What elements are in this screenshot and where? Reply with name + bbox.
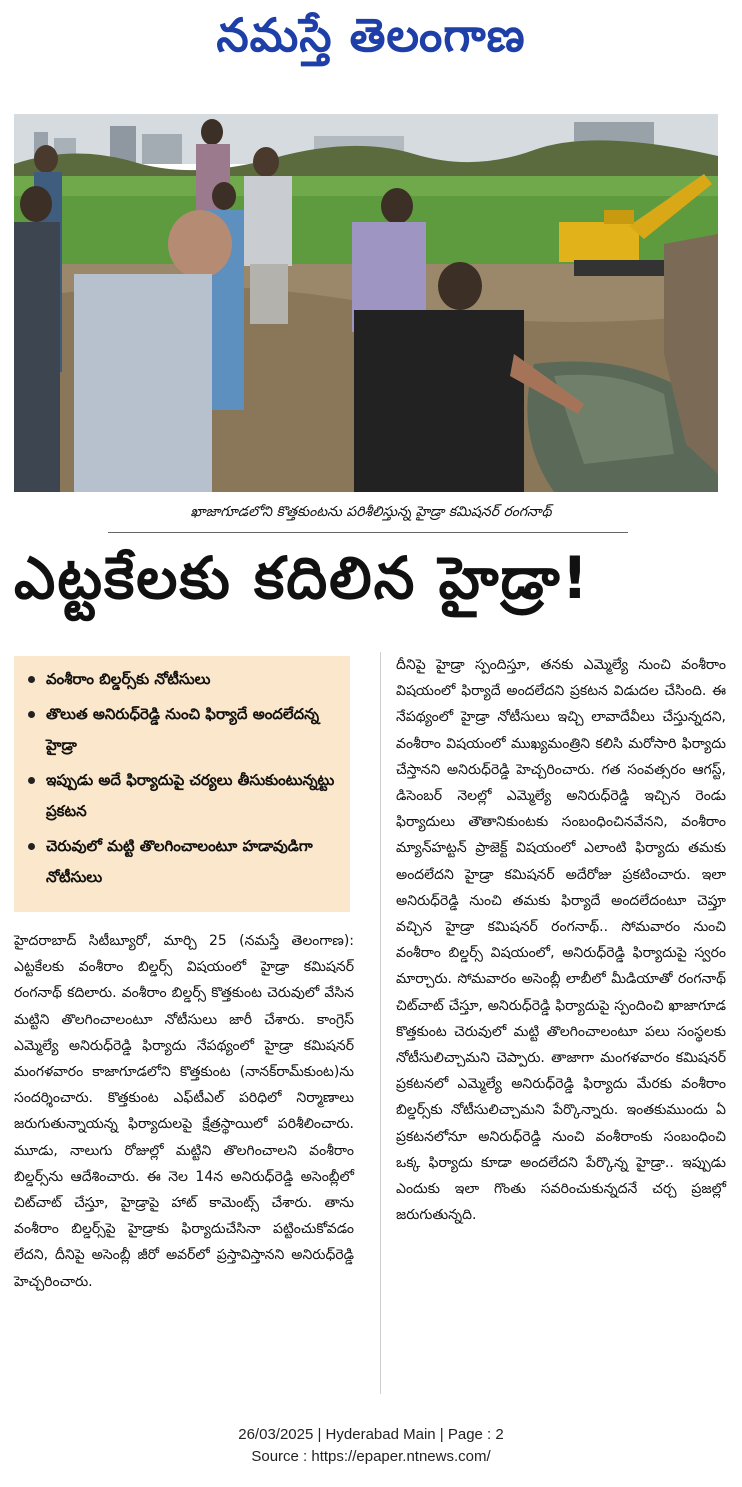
- bullet-icon: [28, 711, 35, 718]
- highlight-item: [28, 831, 340, 893]
- highlight-text: చెరువులో మట్టి తొలగించాలంటూ హడావుడిగా నోటీసులు: [46, 837, 313, 886]
- body-paragraph: హైదరాబాద్ సిటీబ్యూరో, మార్చి 25 (నమస్తే తెలంగాణ): ఎట్టకేలకు వంశీరాం బిల్డర్స్ విషయంలో హైడ్రా కమిషనర్ రంగనాథ్ కదిలారు. వంశీరాం బిల్డర్స్ కొత్తకుంట చెరువులో వేసిన మట్టిని తొలగించాలంటూ నోటీసులు జారీ చేశారు. కాంగ్రెస్ ఎమ్మెల్యే అనిరుధ్‌రెడ్డి ఫిర్యాదు నేపథ్యంలో హైడ్రా కమిషనర్ మంగళవారం కాజాగూడలోని కొత్తకుంట (నానక్‌రామ్‌కుంట)ను సందర్శించారు. కొత్తకుంట ఎఫ్‌టీఎల్ పరిధిలో నిర్మాణాలు జరుగుతున్నాయన్న ఫిర్యాదులపై క్షేత్రస్థాయిలో పరిశీలించారు. మూడు, నాలుగు రోజుల్లో మట్టిని తొలగించాలని వంశీరాం బిల్డర్స్‌ను ఆదేశించారు. ఈ నెల 14న అనిరుధ్‌రెడ్డి అసెంబ్లీలో చిట్‌చాట్ చేస్తూ, హైడ్రాపై హాట్ కామెంట్స్ చేశారు. తాను వంశీరాం బిల్డర్స్‌పై హైడ్రాకు ఫిర్యాదుచేసినా పట్టించుకోవడం లేదని, దీనిపై అసెంబ్లీ జీరో అవర్‌లో ప్రస్తావిస్తానని అనిరుధ్‌రెడ్డి హెచ్చరించారు.: [14, 933, 354, 1290]
- body-paragraph: దీనిపై హైడ్రా స్పందిస్తూ, తనకు ఎమ్మెల్యే నుంచి వంశీరాం విషయంలో ఫిర్యాదే అందలేదని ప్రకటన విడుదల చేసింది. ఈ నేపథ్యంలో హైడ్రా నోటీసులు ఇచ్చి లావాదేవీలు చేస్తున్నదని, వంశీరాం విషయంలో ముఖ్యమంత్రిని కలిసి మరోసారి ఫిర్యాదు చేస్తానని అనిరుధ్‌రెడ్డి హెచ్చరించారు. గత సంవత్సరం ఆగస్ట్, డిసెంబర్ నెలల్లో ఎమ్మెల్యే అనిరుధ్‌రెడ్డి ఇచ్చిన రెండు ఫిర్యాదులు తౌతానికుంటకు సంబంధించినవేనని, వంశీరాం మ్యాన్‌హట్టన్ ప్రాజెక్ట్ విషయంలో ఎలాంటి ఫిర్యాదు తమకు అందలేదని హైడ్రా కమిషనర్ అదేరోజు ప్రకటించారు. ఇలా అనిరుధ్‌రెడ్డి నుంచి తమకు ఫిర్యాదే అందలేదంటూ చెప్తూ వచ్చిన హైడ్రా కమిషనర్ రంగనాథ్.. సోమవారం నుంచి వంశీరాం బిల్డర్స్ విషయంలో, అనిరుధ్‌రెడ్డి ఫిర్యాదుపై స్వరం మార్చారు. సోమవారం అసెంబ్లీ లాబీలో మీడియాతో రంగనాథ్ చిట్‌చాట్ చేస్తూ, అనిరుధ్‌రెడ్డి ఫిర్యాదుపై స్పందించి ఖాజాగూడ కొత్తకుంట చెరువులో మట్టి తొలగించాలంటూ పలు సంస్థలకు నోటీసులిచ్చామని చెప్పారు. తాజాగా మంగళవారం కమిషనర్ ప్రకటనలో ఎమ్మెల్యే అనిరుధ్‌రెడ్డి ఫిర్యాదు మేరకు వంశీరాం బిల్డర్స్‌కు నోటీసులిచ్చామని పేర్కొన్నారు. ఇంతకుముందు ఏ ప్రకటనలోనూ అనిరుధ్‌రెడ్డి నుంచి వంశీరాంకు సంబంధించి ఒక్క ఫిర్యాదు కూడా అందలేదని పేర్కొన్న హైడ్రా.. ఇప్పుడు ఎందుకు ఇలా గొంతు సవరించుకున్నదనే చర్చ ప్రజల్లో జరుగుతున్నది.: [396, 657, 726, 1224]
- caption-divider: [108, 532, 628, 533]
- highlight-item: [28, 664, 340, 695]
- news-photo: [14, 114, 718, 492]
- highlight-text: ఇప్పుడు అదే ఫిర్యాదుపై చర్యలు తీసుకుంటున్నట్టు ప్రకటన: [46, 771, 335, 820]
- article-body-left-column: [14, 928, 354, 1295]
- newspaper-masthead: నమస్తే తెలంగాణ: [216, 8, 526, 62]
- article-headline: ఎట్టకేలకు కదిలిన హైడ్రా!: [14, 544, 591, 612]
- highlight-item: [28, 699, 340, 761]
- highlight-text: తొలుత అనిరుధ్‌రెడ్డి నుంచి ఫిర్యాదే అందలేదన్న హైడ్రా: [46, 705, 320, 754]
- page-footer: [0, 1424, 742, 1468]
- bullet-icon: [28, 843, 35, 850]
- bullet-icon: [28, 777, 35, 784]
- footer-dateline: 26/03/2025 | Hyderabad Main | Page : 2: [238, 1426, 504, 1443]
- bullet-icon: [28, 676, 35, 683]
- photo-caption: ఖాజాగూడలోని కొత్తకుంటను పరిశీలిస్తున్న హైడ్రా కమిషనర్ రంగనాథ్: [190, 504, 552, 520]
- column-divider: [380, 652, 381, 1394]
- highlight-text: వంశీరాం బిల్డర్స్‌కు నోటీసులు: [46, 670, 211, 688]
- footer-source-link[interactable]: Source : https://epaper.ntnews.com/: [251, 1448, 491, 1465]
- highlight-item: [28, 765, 340, 827]
- article-body-right-column: [396, 652, 726, 1228]
- highlights-box: [14, 656, 350, 912]
